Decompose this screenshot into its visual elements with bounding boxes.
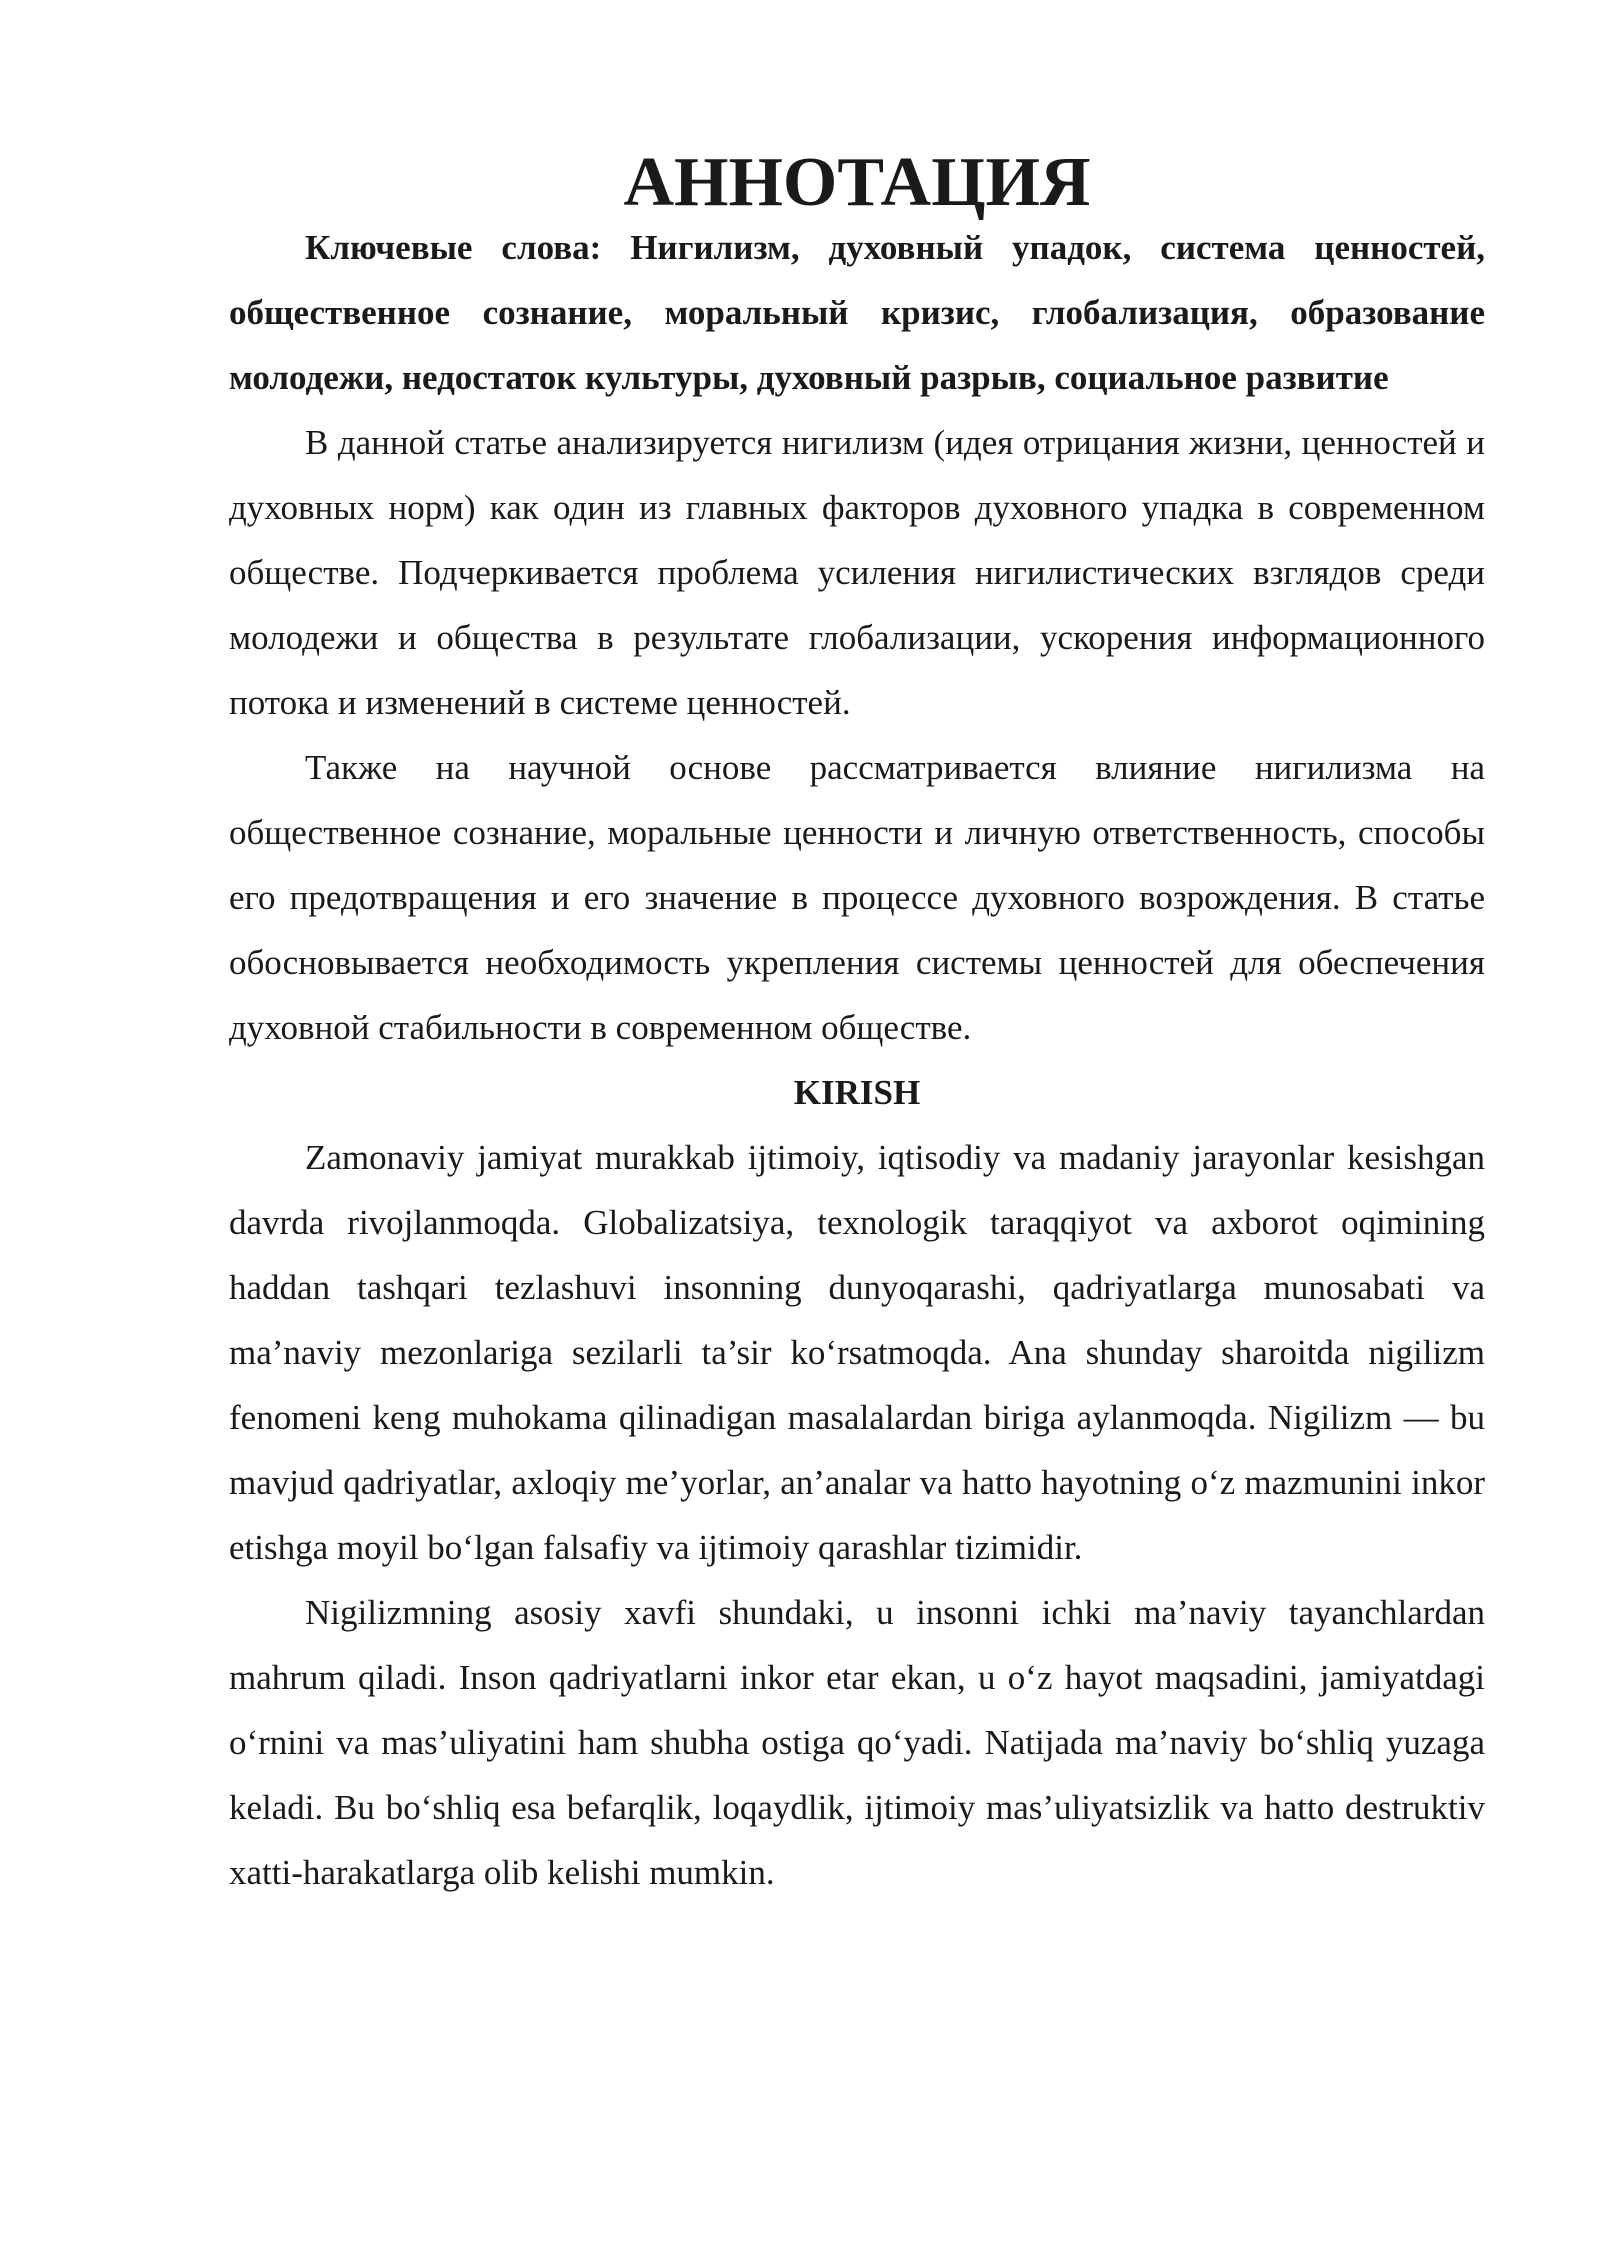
document-page [229,144,1485,1905]
annotation-paragraph-2: Также на научной основе рассматривается влияние нигилизма на общественное сознание, моральные ценности и личную ответственность, способы его предотвращения и его значение в процессе духовного возрождения. В статье обосновывается необходимость укрепления системы ценностей для обеспечения духовной стабильности в современном обществе. [229,748,1485,1047]
introduction-paragraph-1: Zamonaviy jamiyat murakkab ijtimoiy, iqtisodiy va madaniy jarayonlar kesishgan davrda rivojlanmoqda. Globalizatsiya, texnologik taraqqiyot va axborot oqimining haddan tashqari tezlashuvi insonning dunyoqarashi, qadriyatlarga munosabati va ma’naviy mezonlariga sezilarli ta’sir ko‘rsatmoqda. Ana shunday sharoitda nigilizm fenomeni keng muhokama qilinadigan masalalardan biriga aylanmoqda. Nigilizm — bu mavjud qadriyatlar, axloqiy me’yorlar, an’analar va hatto hayotning o‘z mazmunini inkor etishga moyil bo‘lgan falsafiy va ijtimoiy qarashlar tizimidir. [229,1138,1485,1567]
annotation-title: АННОТАЦИЯ [623,144,1091,221]
introduction-title: KIRISH [793,1073,921,1112]
introduction-paragraph-2: Nigilizmning asosiy xavfi shundaki, u insonni ichki ma’naviy tayanchlardan mahrum qiladi. Inson qadriyatlarni inkor etar ekan, u o‘z hayot maqsadini, jamiyatdagi o‘rnini va mas’uliyatini ham shubha ostiga qo‘yadi. Natijada ma’naviy bo‘shliq yuzaga keladi. Bu bo‘shliq esa befarqlik, loqaydlik, ijtimoiy mas’uliyatsizlik va hatto destruktiv xatti-harakatlarga olib kelishi mumkin. [229,1593,1485,1892]
annotation-paragraph-1: В данной статье анализируется нигилизм (идея отрицания жизни, ценностей и духовных норм) как один из главных факторов духовного упадка в современном обществе. Подчеркивается проблема усиления нигилистических взглядов среди молодежи и общества в результате глобализации, ускорения информационного потока и изменений в системе ценностей. [229,423,1485,722]
keywords-paragraph: Ключевые слова: Нигилизм, духовный упадок, система ценностей, общественное сознание, моральный кризис, глобализация, образование молодежи, недостаток культуры, духовный разрыв, социальное развитие [229,228,1485,397]
